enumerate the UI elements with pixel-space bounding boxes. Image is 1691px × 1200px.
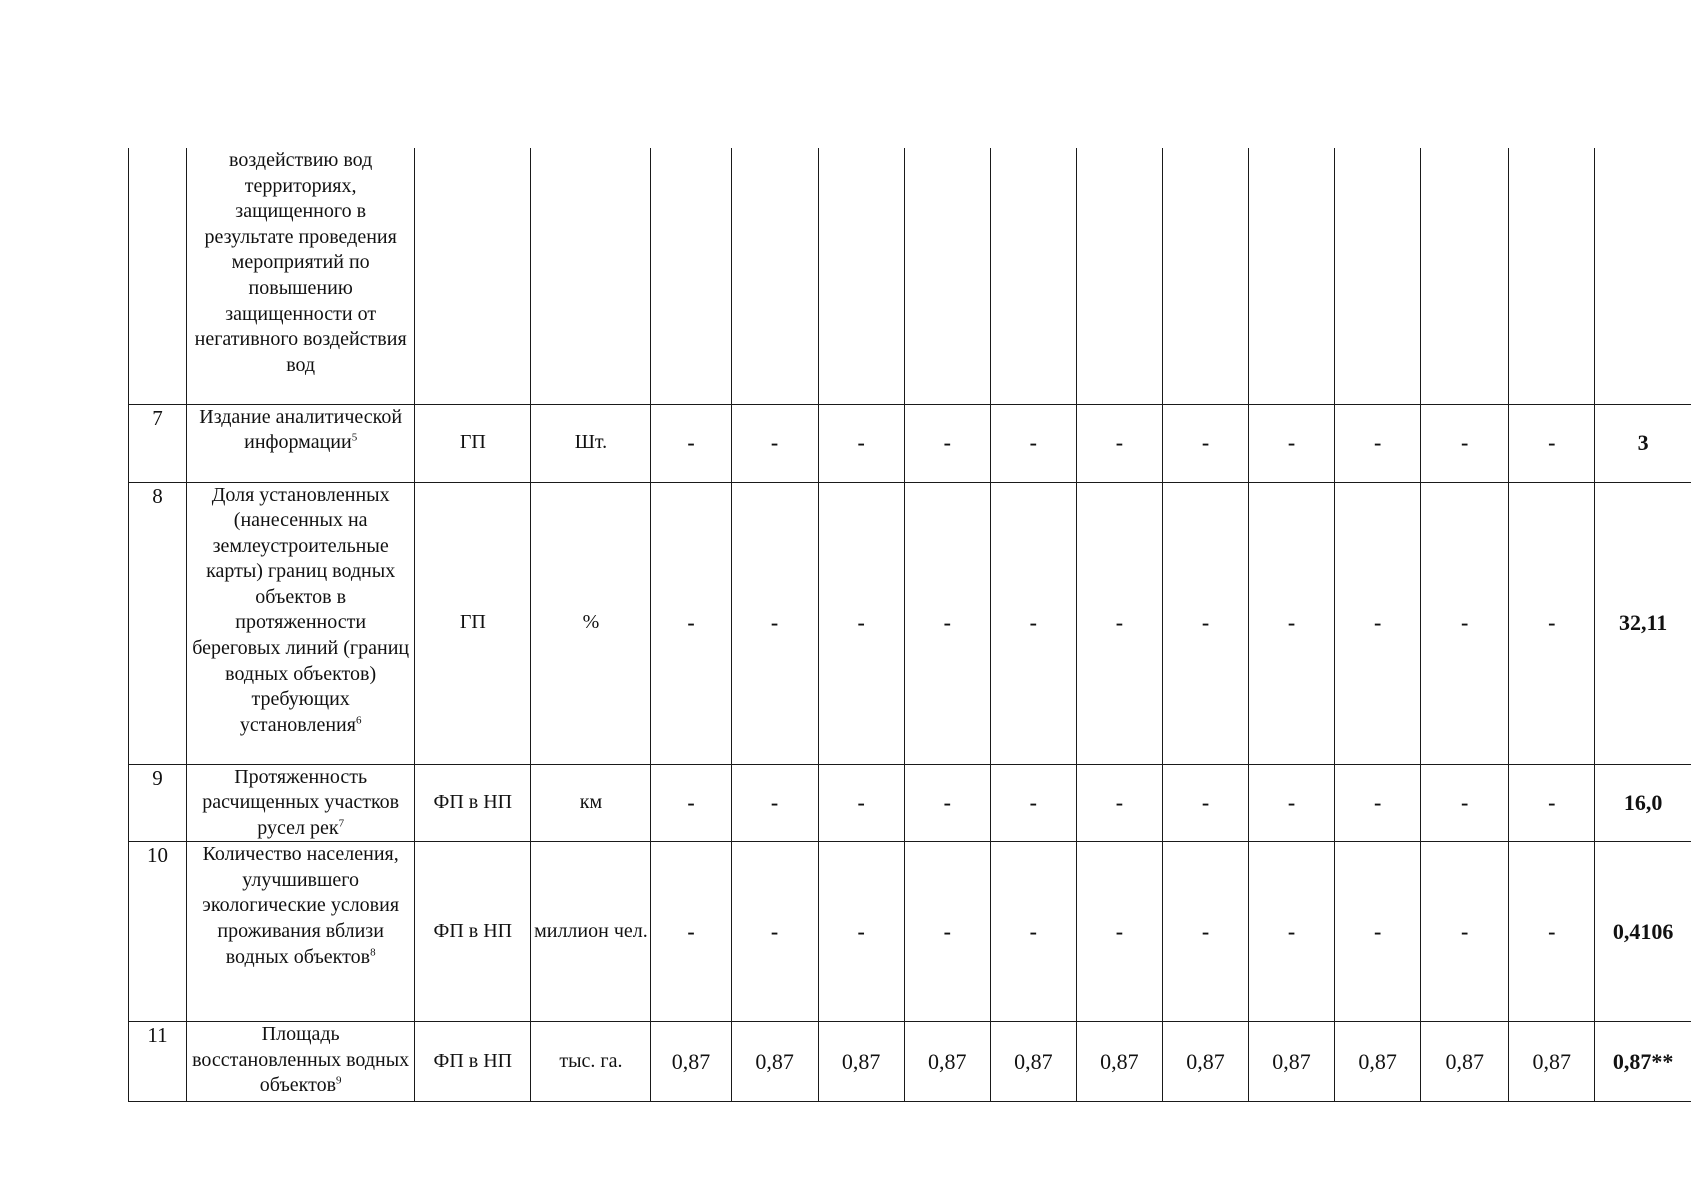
value-cell: 0,87 (731, 1022, 818, 1102)
indicator-type-cell: ГП (415, 482, 531, 764)
value-cell: - (818, 404, 904, 482)
unit-cell: % (531, 482, 651, 764)
indicator-name-text: Площадь восстановленных водных объектов (192, 1023, 410, 1097)
indicator-type-cell: ФП в НП (415, 842, 531, 1022)
value-cell: - (1421, 764, 1509, 842)
value-cell: - (818, 764, 904, 842)
value-cell: - (1249, 842, 1335, 1022)
value-cell: - (651, 764, 731, 842)
value-cell: 0,87 (818, 1022, 904, 1102)
unit-cell (531, 148, 651, 404)
value-cell: - (1162, 764, 1248, 842)
table-row (129, 842, 1691, 1022)
value-cell: - (651, 404, 731, 482)
value-cell: - (1076, 842, 1162, 1022)
table-row (129, 1022, 1691, 1102)
value-cell: - (1249, 764, 1335, 842)
value-cell: - (651, 482, 731, 764)
value-cell (1421, 148, 1509, 404)
indicator-type-cell: ФП в НП (415, 764, 531, 842)
value-cell: - (1421, 482, 1509, 764)
value-cell: - (1076, 404, 1162, 482)
value-cell: 0,87 (1335, 1022, 1421, 1102)
value-cell: - (1509, 482, 1595, 764)
table-row (129, 404, 1691, 482)
indicator-name-cell (187, 148, 415, 404)
indicators-table (128, 148, 1691, 1102)
final-value-cell: 0,87** (1595, 1022, 1691, 1102)
value-cell: - (731, 764, 818, 842)
table-row (129, 482, 1691, 764)
indicator-type-cell (415, 148, 531, 404)
value-cell (1509, 148, 1595, 404)
value-cell: - (1335, 404, 1421, 482)
final-value-cell: 32,11 (1595, 482, 1691, 764)
row-number-cell: 11 (129, 1022, 187, 1102)
value-cell (1162, 148, 1248, 404)
table-row (129, 148, 1691, 404)
indicator-name-text: воздействию вод территориях, защищенного в результате проведения мероприятий по повышению защищенности от негативного воздействия вод (194, 149, 407, 376)
indicator-name-cell (187, 1022, 415, 1102)
indicator-name-text: Протяженность расчищенных участков русел рек (202, 765, 400, 839)
value-cell: - (904, 842, 990, 1022)
row-number-cell: 10 (129, 842, 187, 1022)
final-value-cell: 0,4106 (1595, 842, 1691, 1022)
value-cell (990, 148, 1076, 404)
value-cell: - (1421, 842, 1509, 1022)
value-cell: - (731, 842, 818, 1022)
final-value-cell: 3 (1595, 404, 1691, 482)
value-cell: 0,87 (1076, 1022, 1162, 1102)
value-cell: - (1249, 404, 1335, 482)
value-cell: 0,87 (1162, 1022, 1248, 1102)
footnote-marker: 6 (355, 714, 362, 727)
value-cell (1249, 148, 1335, 404)
value-cell (1076, 148, 1162, 404)
value-cell (651, 148, 731, 404)
value-cell: - (1335, 764, 1421, 842)
table-row (129, 764, 1691, 842)
footnote-marker: 9 (336, 1074, 342, 1087)
value-cell: 0,87 (651, 1022, 731, 1102)
value-cell: - (1509, 404, 1595, 482)
indicator-name-text: Издание аналитической информации (199, 405, 403, 454)
value-cell (1335, 148, 1421, 404)
value-cell (731, 148, 818, 404)
indicator-type-cell: ГП (415, 404, 531, 482)
unit-cell: тыс. га. (531, 1022, 651, 1102)
value-cell: 0,87 (990, 1022, 1076, 1102)
row-number-cell: 9 (129, 764, 187, 842)
indicator-name-cell (187, 764, 415, 842)
indicator-name-cell (187, 482, 415, 764)
unit-cell: миллион чел. (531, 842, 651, 1022)
value-cell: - (904, 764, 990, 842)
indicator-name-cell (187, 842, 415, 1022)
value-cell: - (1162, 842, 1248, 1022)
row-number-cell: 8 (129, 482, 187, 764)
table-body (129, 148, 1691, 1102)
footnote-marker: 8 (370, 946, 376, 958)
value-cell: - (904, 482, 990, 764)
value-cell: - (1509, 764, 1595, 842)
footnote-marker: 5 (351, 431, 358, 444)
value-cell: - (651, 842, 731, 1022)
indicator-name-cell (187, 404, 415, 482)
row-number-cell (129, 148, 187, 404)
value-cell: - (1335, 842, 1421, 1022)
value-cell: 0,87 (1509, 1022, 1595, 1102)
value-cell (904, 148, 990, 404)
value-cell: 0,87 (904, 1022, 990, 1102)
value-cell: - (818, 842, 904, 1022)
value-cell (818, 148, 904, 404)
value-cell: - (1335, 482, 1421, 764)
row-number-cell: 7 (129, 404, 187, 482)
footnote-marker: 7 (338, 817, 345, 830)
value-cell: - (1249, 482, 1335, 764)
indicator-type-cell: ФП в НП (415, 1022, 531, 1102)
value-cell: - (731, 404, 818, 482)
final-value-cell: 16,0 (1595, 764, 1691, 842)
value-cell: - (1076, 764, 1162, 842)
value-cell: - (990, 764, 1076, 842)
value-cell: 0,87 (1421, 1022, 1509, 1102)
value-cell: - (1162, 482, 1248, 764)
indicator-name-text: Доля установленных (нанесенных на землеустроительные карты) границ водных объектов в протяженности береговых линий (границ водных объектов) требующих установления (192, 483, 410, 736)
value-cell: - (1076, 482, 1162, 764)
value-cell: - (1509, 842, 1595, 1022)
unit-cell: Шт. (531, 404, 651, 482)
value-cell: - (990, 842, 1076, 1022)
unit-cell: км (531, 764, 651, 842)
value-cell: - (818, 482, 904, 764)
indicator-name-text: Количество населения, улучшившего экологические условия проживания вблизи водных объектов (202, 843, 400, 968)
value-cell: - (990, 404, 1076, 482)
value-cell: 0,87 (1249, 1022, 1335, 1102)
value-cell: - (1162, 404, 1248, 482)
value-cell: - (990, 482, 1076, 764)
final-value-cell (1595, 148, 1691, 404)
value-cell: - (1421, 404, 1509, 482)
value-cell: - (904, 404, 990, 482)
value-cell: - (731, 482, 818, 764)
